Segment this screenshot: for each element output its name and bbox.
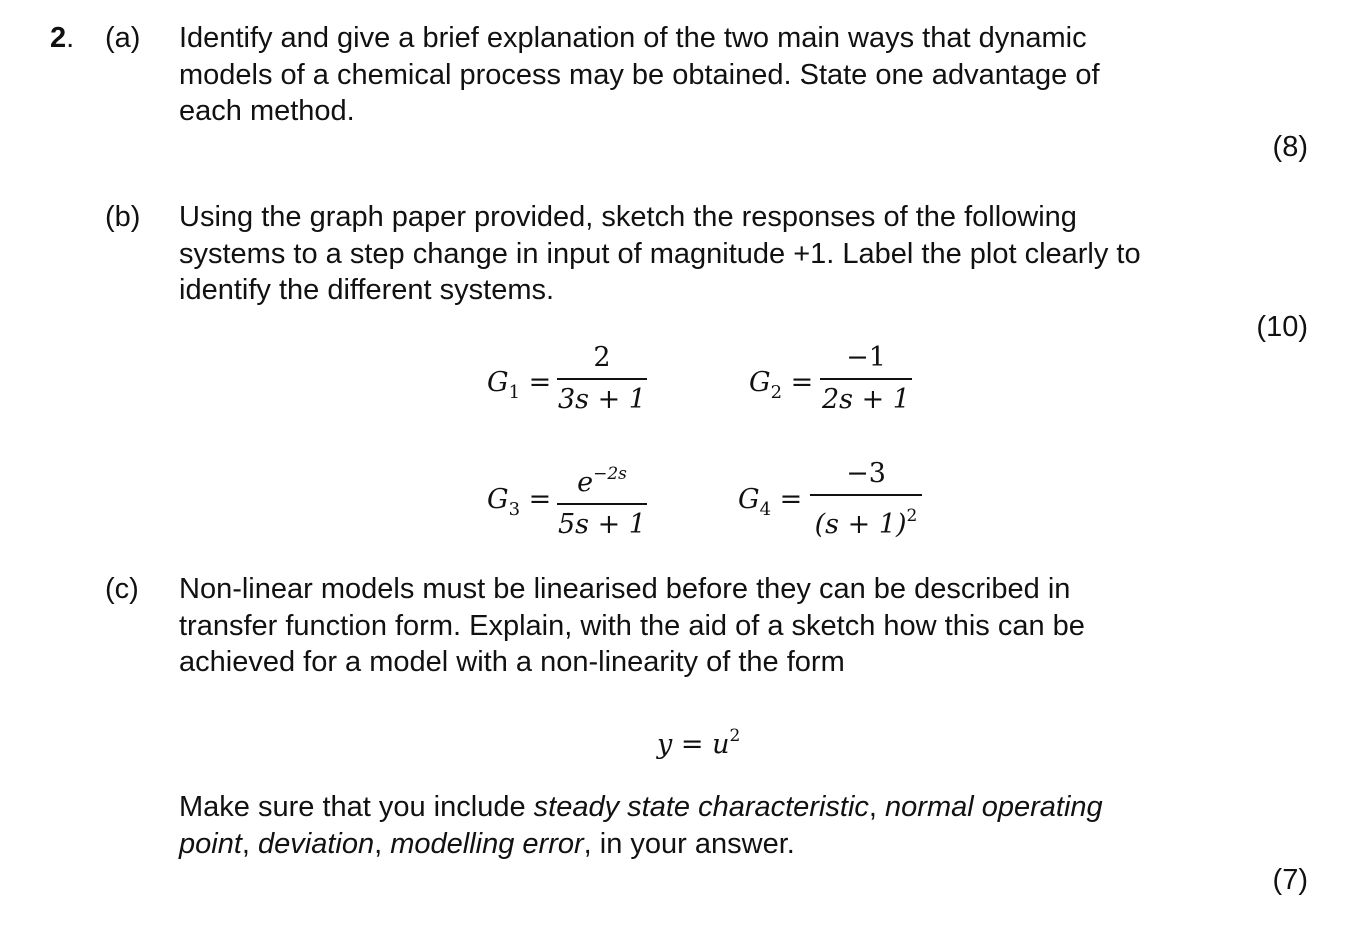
g4-fraction xyxy=(810,458,922,541)
part-c-line: transfer function form. Explain, with the aid of a sketch how this can be xyxy=(179,609,1085,642)
part-b-label: (b) xyxy=(105,201,141,233)
g1-lhs: $G_1$ = xyxy=(487,367,552,403)
part-b-line: systems to a step change in input of magnitude +1. Label the plot clearly to xyxy=(179,237,1141,270)
part-a-label: (a) xyxy=(105,22,141,54)
question-number: 2. xyxy=(50,22,75,54)
part-b-marks: (10) xyxy=(1256,311,1308,343)
g2-fraction xyxy=(820,342,912,416)
part-c-label: (c) xyxy=(105,573,139,605)
part-c-line: achieved for a model with a non-linearity of the form xyxy=(179,646,845,678)
part-a-text xyxy=(179,20,1100,130)
part-b-line: identify the different systems. xyxy=(179,274,555,306)
g1-denominator: 3s + 1 xyxy=(557,383,646,415)
part-c-line: Non-linear models must be linearised before they can be described in xyxy=(179,573,1071,605)
g1-fraction xyxy=(557,342,647,416)
part-b-line: Using the graph paper provided, sketch the responses of the following xyxy=(179,201,1077,233)
g3-fraction xyxy=(557,458,647,541)
g2-numerator: −1 xyxy=(846,342,886,373)
g4-numerator: −3 xyxy=(846,458,886,489)
g1-numerator: 2 xyxy=(593,342,611,373)
g3-numerator: $e^{-2s}$ xyxy=(577,464,627,498)
g3-denominator: 5s + 1 xyxy=(557,508,646,540)
nonlinearity-equation: $y = u^2$ xyxy=(657,726,741,760)
g2-denominator: 2s + 1 xyxy=(821,383,910,415)
closing-line: Make sure that you include steady state characteristic, normal operating xyxy=(179,791,1103,823)
part-c-text xyxy=(179,571,1085,681)
part-c-marks: (7) xyxy=(1272,864,1308,896)
closing-line: point, deviation, modelling error, in your answer. xyxy=(179,827,795,860)
g4-lhs: $G_4$ = xyxy=(738,484,803,520)
g4-denominator: $(s + 1)^2$ xyxy=(814,505,918,540)
part-a-marks: (8) xyxy=(1272,131,1308,163)
part-a-line: each method. xyxy=(179,95,355,127)
part-c-closing xyxy=(179,789,1103,862)
part-b-text xyxy=(179,199,1141,309)
part-a-line: Identify and give a brief explanation of the two main ways that dynamic xyxy=(179,22,1087,54)
g3-lhs: $G_3$ = xyxy=(487,484,552,520)
g2-lhs: $G_2$ = xyxy=(749,367,814,403)
part-a-line: models of a chemical process may be obtained. State one advantage of xyxy=(179,58,1100,91)
